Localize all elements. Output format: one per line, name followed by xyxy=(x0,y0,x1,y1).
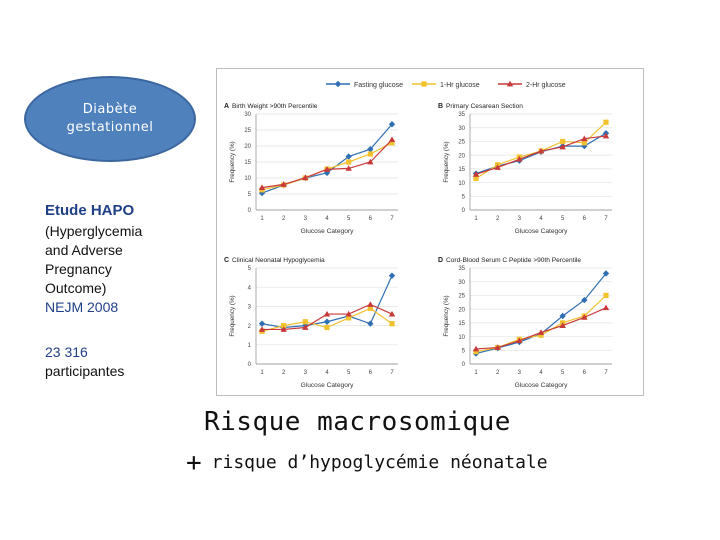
y-tick-label: 35 xyxy=(458,266,465,273)
one-hr-marker xyxy=(324,325,329,330)
y-tick-label: 5 xyxy=(461,348,465,355)
participant-count: 23 316 xyxy=(45,344,88,360)
y-axis-label: Frequency (%) xyxy=(229,141,236,183)
y-tick-label: 30 xyxy=(458,125,465,132)
y-tick-label: 10 xyxy=(244,176,251,183)
x-tick-label: 5 xyxy=(560,370,565,376)
x-tick-label: 7 xyxy=(390,370,394,376)
x-tick-label: 4 xyxy=(325,370,329,376)
study-expansion-line: Outcome) xyxy=(45,280,107,296)
x-tick-label: 3 xyxy=(517,370,522,376)
panel-title: Primary Cesarean Section xyxy=(446,103,523,110)
y-tick-label: 0 xyxy=(247,362,251,369)
x-tick-label: 2 xyxy=(281,370,286,376)
y-axis-label: Frequency (%) xyxy=(443,295,450,337)
y-tick-label: 4 xyxy=(247,285,251,292)
panel-letter: C xyxy=(224,257,230,264)
y-tick-label: 1 xyxy=(247,343,251,349)
y-tick-label: 25 xyxy=(458,293,465,300)
x-tick-label: 6 xyxy=(582,370,587,376)
one-hr-marker xyxy=(346,159,351,164)
y-tick-label: 15 xyxy=(458,167,465,174)
panel-letter: D xyxy=(438,257,444,264)
hapo-outcome-charts xyxy=(216,68,644,396)
one-hr-marker xyxy=(303,319,308,324)
panel-title: Birth Weight >90th Percentile xyxy=(232,103,318,110)
y-tick-label: 35 xyxy=(458,112,465,119)
study-title: Etude HAPO xyxy=(45,202,135,219)
x-tick-label: 1 xyxy=(474,370,478,376)
x-tick-label: 3 xyxy=(517,216,522,222)
y-tick-label: 30 xyxy=(244,112,251,119)
y-tick-label: 0 xyxy=(461,208,465,215)
figure-frame xyxy=(217,69,644,396)
x-tick-label: 7 xyxy=(604,370,608,376)
legend-label: Fasting glucose xyxy=(354,82,404,89)
x-tick-label: 4 xyxy=(539,370,543,376)
y-tick-label: 25 xyxy=(458,139,465,146)
y-tick-label: 5 xyxy=(247,266,251,273)
study-expansion-line: and Adverse xyxy=(45,242,123,258)
legend-label: 2-Hr glucose xyxy=(526,82,566,89)
x-tick-label: 2 xyxy=(495,216,500,222)
study-expansion-line: Pregnancy xyxy=(45,261,112,277)
x-axis-label: Glucose Category xyxy=(514,228,568,235)
y-tick-label: 5 xyxy=(247,192,251,199)
x-tick-label: 4 xyxy=(539,216,543,222)
plus-sign: + xyxy=(186,448,202,478)
x-tick-label: 6 xyxy=(368,370,373,376)
one-hr-marker xyxy=(389,321,394,326)
chart-legend xyxy=(326,81,566,89)
badge-line-2: gestationnel xyxy=(66,120,154,135)
x-tick-label: 1 xyxy=(260,370,264,376)
y-tick-label: 20 xyxy=(458,307,465,314)
x-tick-label: 1 xyxy=(260,216,264,222)
x-tick-label: 5 xyxy=(560,216,565,222)
x-tick-label: 3 xyxy=(303,370,308,376)
journal-reference: NEJM 2008 xyxy=(45,299,119,315)
y-tick-label: 25 xyxy=(244,128,251,135)
panel-letter: A xyxy=(224,103,230,110)
one-hr-marker xyxy=(421,81,426,86)
y-tick-label: 5 xyxy=(461,194,465,201)
y-tick-label: 30 xyxy=(458,279,465,286)
x-axis-label: Glucose Category xyxy=(514,382,568,389)
x-tick-label: 1 xyxy=(474,216,478,222)
y-tick-label: 20 xyxy=(244,144,251,151)
one-hr-marker xyxy=(603,293,608,298)
x-tick-label: 7 xyxy=(604,216,608,222)
x-tick-label: 6 xyxy=(368,216,373,222)
panel-title: Cord-Blood Serum C Peptide >90th Percentile xyxy=(446,257,582,264)
one-hr-marker xyxy=(560,139,565,144)
y-tick-label: 10 xyxy=(458,334,465,341)
x-tick-label: 4 xyxy=(325,216,329,222)
x-tick-label: 5 xyxy=(346,216,351,222)
y-tick-label: 15 xyxy=(458,321,465,328)
x-axis-label: Glucose Category xyxy=(300,382,354,389)
y-tick-label: 10 xyxy=(458,180,465,187)
x-tick-label: 3 xyxy=(303,216,308,222)
y-axis-label: Frequency (%) xyxy=(443,141,450,183)
y-tick-label: 0 xyxy=(247,208,251,215)
x-tick-label: 2 xyxy=(495,370,500,376)
panel-title: Clinical Neonatal Hypoglycemia xyxy=(232,257,325,264)
one-hr-marker xyxy=(603,120,608,125)
x-tick-label: 6 xyxy=(582,216,587,222)
caption-macrosomia-risk: Risque macrosomique xyxy=(204,407,511,437)
study-expansion-line: (Hyperglycemia xyxy=(45,223,143,239)
y-tick-label: 20 xyxy=(458,153,465,160)
caption-hypoglycemia-risk xyxy=(186,448,548,478)
one-hr-marker xyxy=(368,151,373,156)
y-tick-label: 15 xyxy=(244,160,251,167)
y-tick-label: 0 xyxy=(461,362,465,369)
y-tick-label: 2 xyxy=(247,323,251,330)
panel-letter: B xyxy=(438,103,444,110)
x-tick-label: 5 xyxy=(346,370,351,376)
legend-label: 1-Hr glucose xyxy=(440,82,480,89)
y-tick-label: 3 xyxy=(247,304,251,311)
participant-label: participantes xyxy=(45,363,125,379)
x-axis-label: Glucose Category xyxy=(300,228,354,235)
caption-line-2: risque d’hypoglycémie néonatale xyxy=(211,452,548,473)
y-axis-label: Frequency (%) xyxy=(229,295,236,337)
x-tick-label: 7 xyxy=(390,216,394,222)
x-tick-label: 2 xyxy=(281,216,286,222)
diabete-gestationnel-badge xyxy=(24,76,196,162)
badge-line-1: Diabète xyxy=(82,102,138,117)
study-expansion xyxy=(45,222,142,298)
